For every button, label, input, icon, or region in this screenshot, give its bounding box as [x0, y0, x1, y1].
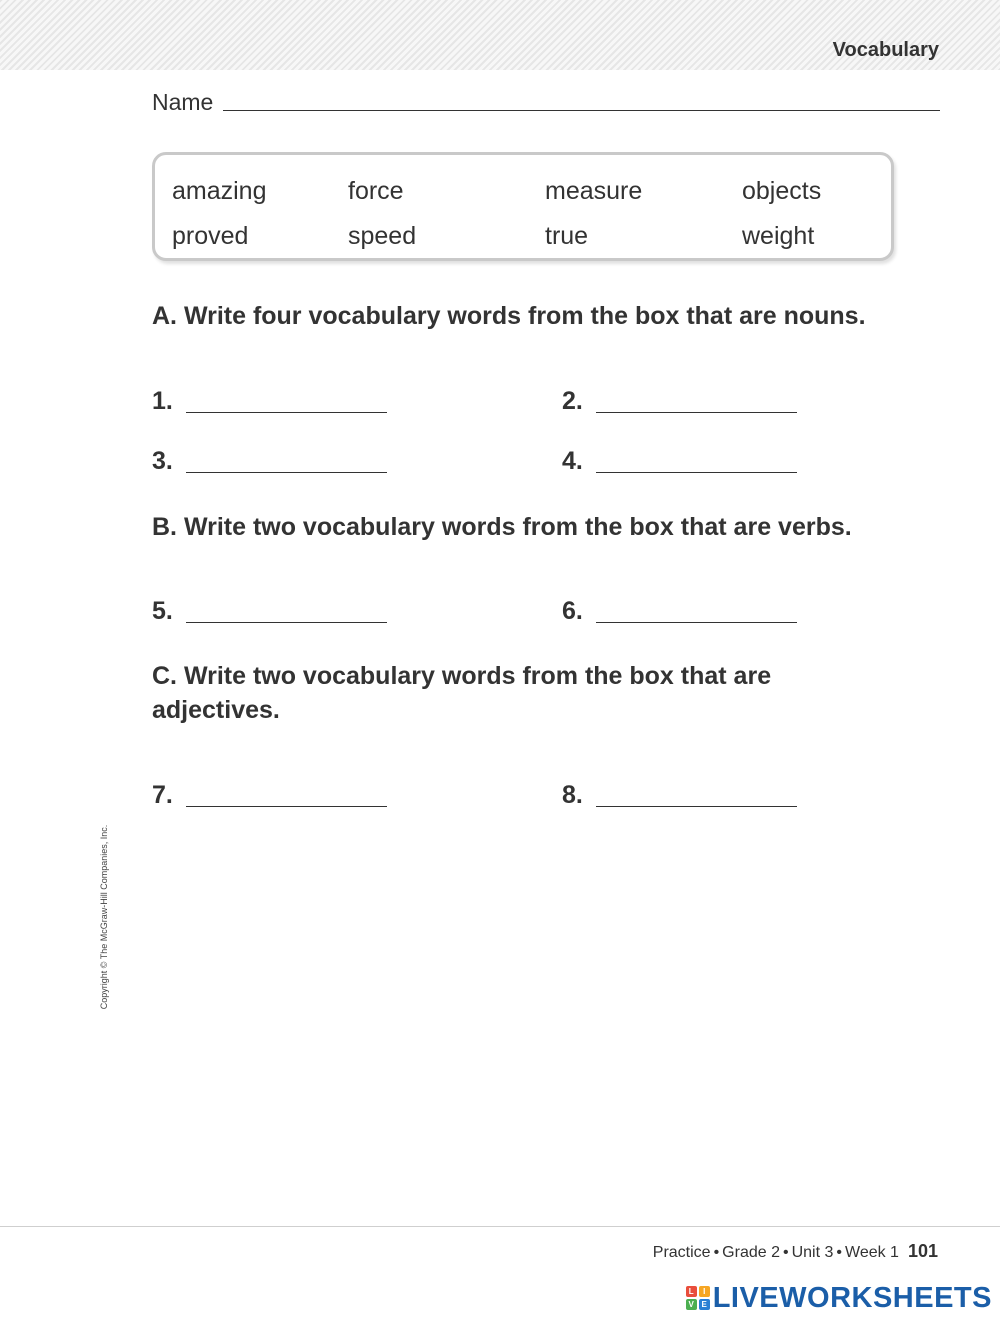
footer-separator: •: [713, 1244, 720, 1261]
word-force: force: [348, 177, 404, 205]
logo-letter-v: V: [686, 1299, 697, 1310]
answer-3: [152, 447, 392, 477]
answer-number: 1.: [152, 387, 173, 415]
answer-6: [562, 597, 802, 627]
footer-practice: Practice: [652, 1244, 711, 1261]
word-true: true: [545, 222, 589, 250]
word-box: [152, 152, 894, 261]
footer-divider: [0, 1226, 1000, 1227]
answer-line[interactable]: [186, 806, 387, 807]
instruction-c-line1: C. Write two vocabulary words from the box that are: [152, 662, 772, 690]
word-measure: measure: [545, 177, 643, 205]
word-speed: speed: [348, 222, 417, 250]
logo-letter-l: L: [686, 1286, 697, 1297]
answer-number: 2.: [562, 387, 583, 415]
answer-line[interactable]: [596, 412, 797, 413]
answer-line[interactable]: [596, 472, 797, 473]
name-label: Name: [152, 89, 214, 115]
answer-number: 7.: [152, 781, 173, 809]
word-objects: objects: [742, 177, 822, 205]
answer-line[interactable]: [186, 472, 387, 473]
page-number: 101: [907, 1241, 938, 1261]
footer-unit: Unit 3: [791, 1244, 834, 1261]
answer-line[interactable]: [596, 622, 797, 623]
footer-separator: •: [836, 1244, 842, 1261]
answer-5: [152, 597, 392, 627]
answer-line[interactable]: [596, 806, 797, 807]
copyright-notice: Copyright © The McGraw-Hill Companies, Inc.: [99, 824, 109, 1010]
answer-8: [562, 781, 802, 811]
answer-2: [562, 387, 802, 417]
answer-number: 3.: [152, 447, 173, 475]
section-label: Vocabulary: [832, 39, 939, 61]
footer-grade: Grade 2: [722, 1244, 780, 1261]
answer-number: 4.: [562, 447, 583, 475]
word-proved: proved: [172, 222, 249, 250]
instruction-c-line2: adjectives.: [152, 696, 280, 724]
answer-number: 5.: [152, 597, 173, 625]
brand-name: LIVEWORKSHEETS: [712, 1281, 992, 1314]
name-input-line[interactable]: [223, 110, 940, 111]
answer-line[interactable]: [186, 622, 387, 623]
answer-4: [562, 447, 802, 477]
footer-separator: •: [782, 1244, 789, 1261]
instruction-a: A. Write four vocabulary words from the box that are nouns.: [152, 302, 866, 330]
liveworksheets-logo-icon: [686, 1286, 710, 1310]
word-amazing: amazing: [172, 177, 267, 205]
answer-1: [152, 387, 392, 417]
logo-letter-i: I: [699, 1286, 710, 1297]
answer-number: 8.: [562, 781, 583, 809]
instruction-b: B. Write two vocabulary words from the box that are verbs.: [152, 513, 852, 541]
logo-letter-e: E: [699, 1299, 710, 1310]
name-field: [152, 86, 940, 116]
footer-week: Week 1: [845, 1244, 899, 1261]
word-weight: weight: [742, 222, 815, 250]
answer-line[interactable]: [186, 412, 387, 413]
footer: [653, 1241, 938, 1262]
answer-7: [152, 781, 392, 811]
answer-number: 6.: [562, 597, 583, 625]
liveworksheets-brand[interactable]: [686, 1282, 992, 1314]
